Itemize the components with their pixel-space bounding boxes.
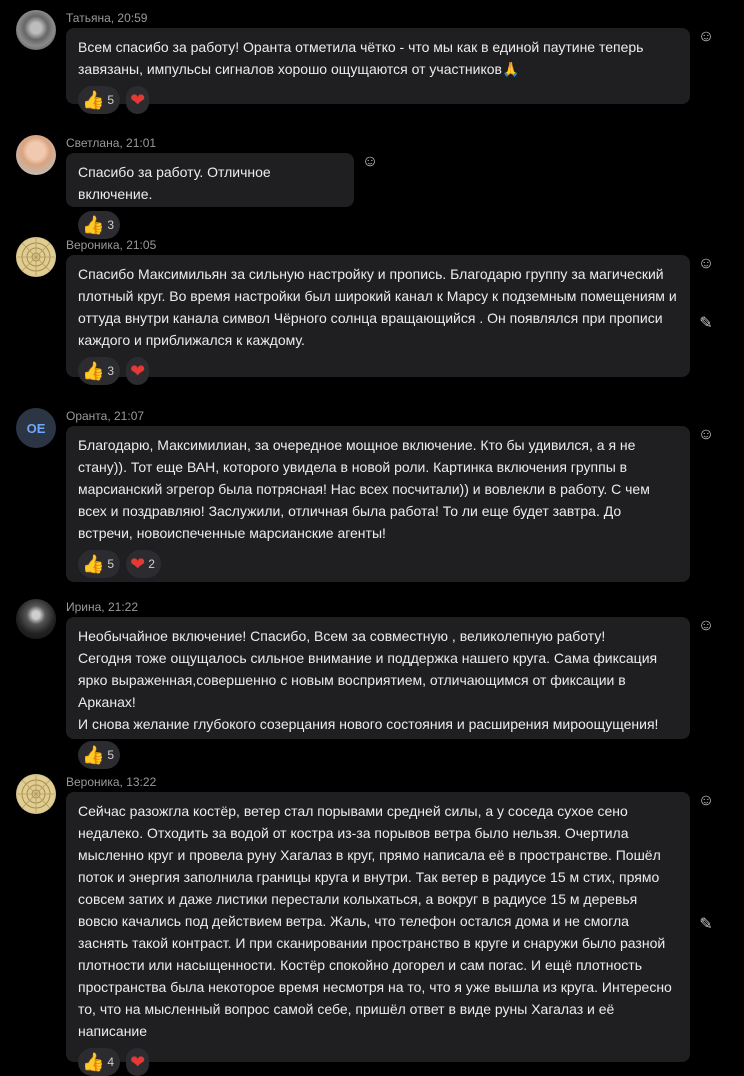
reaction-count: 5 bbox=[107, 557, 115, 571]
message-bubble bbox=[66, 28, 690, 110]
message-author-time: Вероника, 21:05 bbox=[66, 238, 157, 252]
thumbs-up-icon: 👍 bbox=[82, 361, 105, 381]
reaction-heart[interactable] bbox=[126, 86, 149, 114]
reaction-heart[interactable] bbox=[126, 550, 161, 578]
smiley-icon[interactable]: ☺ bbox=[697, 792, 715, 809]
reactions bbox=[78, 86, 678, 114]
reaction-thumbs-up[interactable] bbox=[78, 86, 120, 114]
reaction-thumbs-up[interactable] bbox=[78, 211, 120, 239]
mandala-pattern-icon bbox=[16, 774, 56, 814]
thumbs-up-icon: 👍 bbox=[82, 215, 105, 235]
message-author-time: Ирина, 21:22 bbox=[66, 600, 138, 614]
reaction-count: 2 bbox=[148, 557, 155, 571]
reaction-count: 5 bbox=[107, 748, 115, 762]
avatar[interactable] bbox=[16, 237, 56, 277]
reactions bbox=[78, 550, 678, 578]
pencil-icon[interactable]: ✎ bbox=[699, 916, 713, 933]
smiley-icon[interactable]: ☺ bbox=[697, 426, 715, 443]
reactions bbox=[78, 1048, 678, 1076]
reaction-heart[interactable] bbox=[126, 1048, 149, 1076]
reaction-count: 5 bbox=[107, 93, 115, 107]
message-text: Спасибо за работу. Отличное включение. bbox=[78, 164, 271, 202]
reaction-count: 3 bbox=[107, 364, 115, 378]
reactions bbox=[78, 741, 678, 769]
message-text: Спасибо Максимильян за сильную настройку и пропись. Благодарю группу за магический плотный круг. Во время настройки был широкий канал к Марсу к подземным помещениям и оттуда внутри канала символ Чёрного солнца вращающийся . Он появлялся при прописи каждого и приближался к каждому. bbox=[78, 266, 677, 348]
pencil-icon[interactable]: ✎ bbox=[699, 315, 713, 332]
reaction-heart[interactable] bbox=[126, 357, 149, 385]
thumbs-up-icon: 👍 bbox=[82, 745, 105, 765]
message-bubble bbox=[66, 792, 690, 1072]
message-bubble bbox=[66, 617, 690, 765]
reactions bbox=[78, 357, 678, 385]
message-text: Сейчас разожгла костёр, ветер стал порывами средней силы, а у соседа сухое сено недалеко. Отходить за водой от костра из-за порывов ветра было нельзя. Очертила мысленно круг и провела руну Хагалаз в круг, прямо написала её в пространстве. Пошёл поток и энергия заполнила границы круга и внутри. Так ветер в радиусе 15 м стих, прямо совсем затих и даже листики перестали колыхаться, а вокруг в радиусе 15 м деревья вовсю качались под действием ветра. Жаль, что телефон остался дома и не смогла заснять такой контраст. И при сканировании пространство в круге и снаружи было разной плотности или насыщенности. Костёр спокойно догорел и сам погас. И ещё плотность пространства была некоторое время несмотря на то, что я уже вышла из круга. Интересно то, что на мысленный вопрос самой себе, пришёл ответ в виде руны Хагалаз и её написание bbox=[78, 803, 672, 1039]
message-author-time: Оранта, 21:07 bbox=[66, 409, 145, 423]
message-text: Необычайное включение! Спасибо, Всем за совместную , великолепную работу! Сегодня тоже ощущалось сильное внимание и поддержка нашего круга. Сама фиксация ярко выраженная,совершенно с новым восприятием, отличающимся от фиксации в Арканах! И снова желание глубокого созерцания нового состояния и расширения мироощущения! bbox=[78, 628, 659, 732]
thumbs-up-icon: 👍 bbox=[82, 1052, 105, 1072]
smiley-icon[interactable]: ☺ bbox=[697, 28, 715, 45]
smiley-icon[interactable]: ☺ bbox=[361, 153, 379, 170]
avatar-initials: OE bbox=[26, 420, 46, 436]
avatar[interactable] bbox=[16, 10, 56, 50]
message-bubble bbox=[66, 153, 354, 235]
message-text: Всем спасибо за работу! Оранта отметила чётко - что мы как в единой паутине теперь завязаны, импульсы сигналов хорошо ощущаются от участников🙏 bbox=[78, 39, 644, 77]
message-author-time: Вероника, 13:22 bbox=[66, 775, 157, 789]
message-bubble bbox=[66, 426, 690, 582]
reaction-thumbs-up[interactable] bbox=[78, 741, 120, 769]
message-text: Благодарю, Максимилиан, за очередное мощное включение. Кто бы удивился, а я не стану)). Тот еще ВАН, которого увидела в новой роли. Картинка включения группы в марсианский эгрегор была потрясная! Нас всех посчитали)) и вовлекли в работу. С чем всех и поздравляю! Заслужили, отличная была работа! То ли еще будет завтра. До встречи, новоиспеченные марсианские агенты! bbox=[78, 437, 650, 541]
heart-icon: ❤ bbox=[130, 554, 146, 574]
heart-icon: ❤ bbox=[130, 361, 146, 381]
avatar[interactable] bbox=[16, 599, 56, 639]
mandala-pattern-icon bbox=[16, 237, 56, 277]
message-author-time: Татьяна, 20:59 bbox=[66, 11, 148, 25]
reaction-thumbs-up[interactable] bbox=[78, 1048, 120, 1076]
avatar[interactable] bbox=[16, 774, 56, 814]
reactions bbox=[78, 211, 342, 239]
reaction-count: 3 bbox=[107, 218, 115, 232]
avatar[interactable] bbox=[16, 135, 56, 175]
message-bubble bbox=[66, 255, 690, 381]
smiley-icon[interactable]: ☺ bbox=[697, 255, 715, 272]
heart-icon: ❤ bbox=[130, 1052, 146, 1072]
avatar[interactable] bbox=[16, 408, 56, 448]
thumbs-up-icon: 👍 bbox=[82, 554, 105, 574]
thumbs-up-icon: 👍 bbox=[82, 90, 105, 110]
smiley-icon[interactable]: ☺ bbox=[697, 617, 715, 634]
reaction-thumbs-up[interactable] bbox=[78, 357, 120, 385]
message-author-time: Светлана, 21:01 bbox=[66, 136, 157, 150]
reaction-thumbs-up[interactable] bbox=[78, 550, 120, 578]
heart-icon: ❤ bbox=[130, 90, 146, 110]
reaction-count: 4 bbox=[107, 1055, 115, 1069]
